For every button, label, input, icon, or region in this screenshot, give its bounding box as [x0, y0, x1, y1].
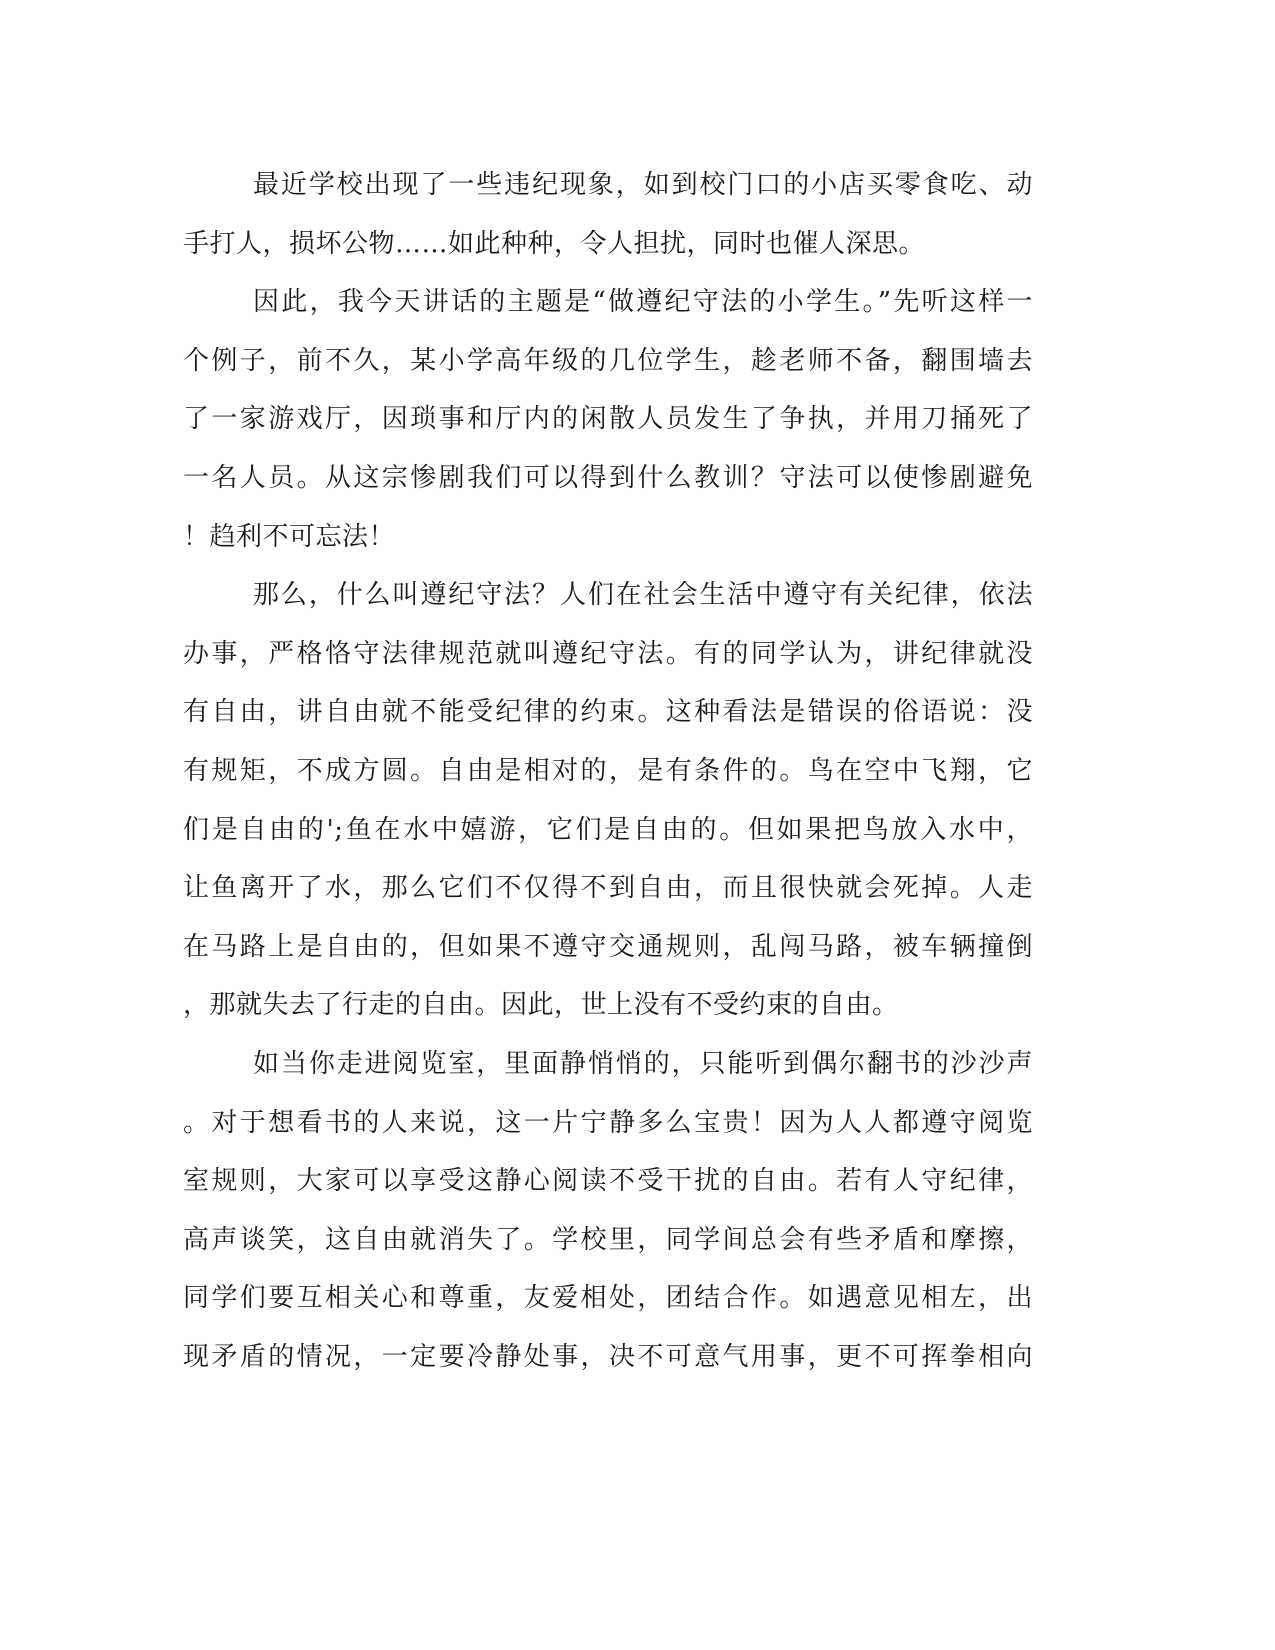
text-line: 办事，严格恪守法律规范就叫遵纪守法。有的同学认为，讲纪律就没 [183, 638, 1033, 669]
text-line: 因此，我今天讲话的主题是“做遵纪守法的小学生。”先听这样一 [253, 287, 1033, 318]
text-line: 同学们要互相关心和尊重，友爱相处，团结合作。如遇意见相左，出 [183, 1283, 1033, 1314]
text-line: ，那就失去了行走的自由。因此，世上没有不受约束的自由。 [183, 990, 899, 1021]
text-line: 有规矩，不成方圆。自由是相对的，是有条件的。鸟在空中飞翔，它 [183, 755, 1033, 786]
text-line: 。对于想看书的人来说，这一片宁静多么宝贵！因为人人都遵守阅览 [183, 1107, 1033, 1138]
text-line: 在马路上是自由的，但如果不遵守交通规则，乱闯马路，被车辆撞倒 [183, 931, 1033, 962]
text-line: 了一家游戏厅，因琐事和厅内的闲散人员发生了争执，并用刀捅死了 [183, 404, 1033, 435]
text-line: 让鱼离开了水，那么它们不仅得不到自由，而且很快就会死掉。人走 [183, 873, 1033, 904]
text-line: 现矛盾的情况，一定要冷静处事，决不可意气用事，更不可挥拳相向 [183, 1341, 1033, 1372]
text-line: 高声谈笑，这自由就消失了。学校里，同学间总会有些矛盾和摩擦， [183, 1224, 1033, 1255]
body-text [183, 156, 1033, 1386]
text-line: 室规则，大家可以享受这静心阅读不受干扰的自由。若有人守纪律， [183, 1166, 1033, 1197]
text-line: 那么，什么叫遵纪守法？人们在社会生活中遵守有关纪律，依法 [253, 580, 1033, 611]
text-line: 们是自由的';鱼在水中嬉游，它们是自由的。但如果把鸟放入水中， [183, 814, 1033, 845]
text-line: 如当你走进阅览室，里面静悄悄的，只能听到偶尔翻书的沙沙声 [253, 1048, 1033, 1079]
text-line: 手打人，损坏公物……如此种种，令人担扰，同时也催人深思。 [183, 228, 926, 259]
text-line: 最近学校出现了一些违纪现象，如到校门口的小店买零食吃、动 [253, 170, 1033, 200]
text-line: ！趋利不可忘法！ [183, 521, 396, 552]
text-line: 个例子，前不久，某小学高年级的几位学生，趁老师不备，翻围墙去 [183, 345, 1033, 376]
text-line: 有自由，讲自由就不能受纪律的约束。这种看法是错误的俗语说：没 [183, 697, 1033, 728]
text-line: 一名人员。从这宗惨剧我们可以得到什么教训？守法可以使惨剧避免 [183, 462, 1033, 493]
